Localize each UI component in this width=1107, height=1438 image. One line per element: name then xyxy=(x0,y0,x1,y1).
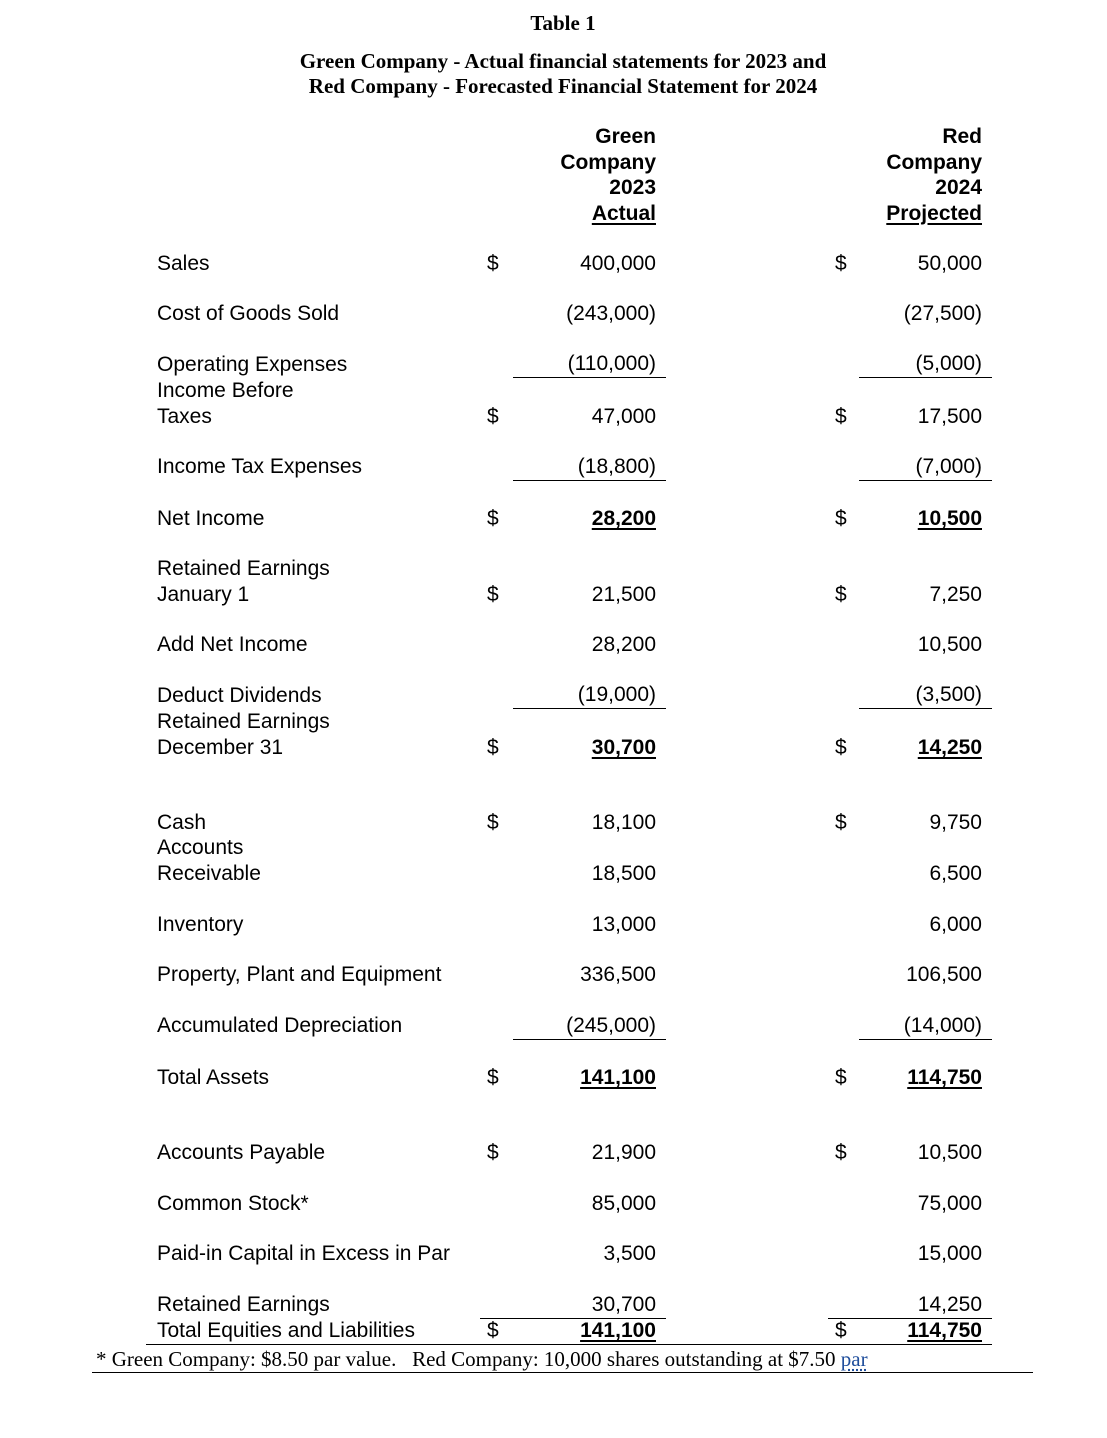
dollar-sign: $ xyxy=(835,405,847,428)
common-stock-green-value: 85,000 xyxy=(591,1192,656,1215)
total-assets-green-value: 141,100 xyxy=(580,1066,656,1089)
subtotal-rule xyxy=(859,377,992,378)
row-label-operating-expenses: Operating Expenses xyxy=(157,353,348,376)
ap-green-value: 21,900 xyxy=(591,1141,656,1164)
footnote-par-link: par xyxy=(840,1347,868,1371)
net-income-red-value: 10,500 xyxy=(917,507,982,530)
row-label-apic: Paid-in Capital in Excess in Par xyxy=(157,1242,450,1265)
row-label-ar-1: Accounts xyxy=(157,836,244,859)
row-label-net-income: Net Income xyxy=(157,507,265,530)
subtotal-rule xyxy=(513,480,666,481)
row-label-total-equities-liabilities: Total Equities and Liabilities xyxy=(157,1319,415,1342)
ibt-red-value: 17,500 xyxy=(917,405,982,428)
dollar-sign: $ xyxy=(487,1319,499,1342)
dollar-sign: $ xyxy=(487,1141,499,1164)
common-stock-red-value: 75,000 xyxy=(917,1192,982,1215)
column-header-red-line-2: Company xyxy=(886,150,982,174)
re-green-value: 30,700 xyxy=(591,1293,656,1316)
table-bottom-rule xyxy=(146,1344,992,1345)
dollar-sign: $ xyxy=(487,1066,499,1089)
ppe-red-value: 106,500 xyxy=(906,963,982,986)
accum-dep-red-value: (14,000) xyxy=(903,1014,982,1037)
dollar-sign: $ xyxy=(487,736,499,759)
dollar-sign: $ xyxy=(487,583,499,606)
cash-green-value: 18,100 xyxy=(591,811,656,834)
column-header-green-line-1: Green xyxy=(595,125,656,148)
dollar-sign: $ xyxy=(835,1066,847,1089)
row-label-deduct-dividends: Deduct Dividends xyxy=(157,684,322,707)
re-jan-green-value: 21,500 xyxy=(591,583,656,606)
tax-green-value: (18,800) xyxy=(577,455,656,478)
ar-green-value: 18,500 xyxy=(591,862,656,885)
row-label-add-net-income: Add Net Income xyxy=(157,633,308,656)
dollar-sign: $ xyxy=(835,252,847,275)
total-el-red-value: 114,750 xyxy=(907,1319,982,1342)
column-header-green-line-2: Company xyxy=(560,150,656,174)
footnote-text: * Green Company: $8.50 par value. Red Company: 10,000 shares outstanding at $7.50 xyxy=(96,1347,841,1371)
net-income-green-value: 28,200 xyxy=(591,507,656,530)
subtotal-rule xyxy=(859,708,992,709)
column-header-red-line-3: 2024 xyxy=(935,176,982,199)
cogs-red-value: (27,500) xyxy=(903,302,982,325)
dividends-red-value: (3,500) xyxy=(915,683,982,706)
subtotal-rule xyxy=(859,1039,992,1040)
add-ni-red-value: 10,500 xyxy=(917,633,982,656)
row-label-sales: Sales xyxy=(157,252,210,275)
apic-green-value: 3,500 xyxy=(603,1242,656,1265)
subtotal-rule xyxy=(513,1039,666,1040)
row-label-income-before-taxes-1: Income Before xyxy=(157,379,294,402)
column-header-red-line-4: Projected xyxy=(886,201,982,225)
add-ni-green-value: 28,200 xyxy=(591,633,656,656)
column-header-green xyxy=(560,124,656,226)
total-assets-red-value: 114,750 xyxy=(907,1066,982,1089)
dollar-sign: $ xyxy=(487,811,499,834)
row-label-income-tax: Income Tax Expenses xyxy=(157,455,363,478)
column-header-red-line-1: Red xyxy=(942,125,982,148)
row-label-re-jan-2: January 1 xyxy=(157,583,250,606)
row-label-accounts-payable: Accounts Payable xyxy=(157,1141,326,1164)
subtotal-rule xyxy=(513,377,666,378)
dividends-green-value: (19,000) xyxy=(577,683,656,706)
column-header-red xyxy=(886,124,982,226)
re-dec-red-value: 14,250 xyxy=(917,736,982,759)
inventory-red-value: 6,000 xyxy=(929,913,982,936)
opex-red-value: (5,000) xyxy=(915,352,982,375)
dollar-sign: $ xyxy=(835,811,847,834)
sales-green-value: 400,000 xyxy=(580,252,656,275)
row-label-cogs: Cost of Goods Sold xyxy=(157,302,340,325)
table-title-line-1: Green Company - Actual financial statements for 2023 and xyxy=(299,49,827,73)
subtotal-rule xyxy=(859,480,992,481)
subtotal-rule xyxy=(513,708,666,709)
dollar-sign: $ xyxy=(835,1141,847,1164)
row-label-common-stock: Common Stock* xyxy=(157,1192,309,1215)
row-label-ar-2: Receivable xyxy=(157,862,261,885)
total-el-green-value: 141,100 xyxy=(580,1319,656,1342)
dollar-sign: $ xyxy=(835,583,847,606)
cogs-green-value: (243,000) xyxy=(566,302,656,325)
ppe-green-value: 336,500 xyxy=(580,963,656,986)
ar-red-value: 6,500 xyxy=(929,862,982,885)
row-label-ppe: Property, Plant and Equipment xyxy=(157,963,442,986)
dollar-sign: $ xyxy=(487,405,499,428)
table-title-line-2: Red Company - Forecasted Financial Statement for 2024 xyxy=(308,74,818,98)
row-label-accum-dep: Accumulated Depreciation xyxy=(157,1014,403,1037)
ap-red-value: 10,500 xyxy=(917,1141,982,1164)
column-header-green-line-4: Actual xyxy=(591,201,656,225)
column-header-green-line-3: 2023 xyxy=(609,176,656,199)
sales-red-value: 50,000 xyxy=(917,252,982,275)
re-red-value: 14,250 xyxy=(917,1293,982,1316)
row-label-cash: Cash xyxy=(157,811,207,834)
dollar-sign: $ xyxy=(487,507,499,530)
accum-dep-green-value: (245,000) xyxy=(566,1014,656,1037)
dollar-sign: $ xyxy=(835,1319,847,1342)
row-label-inventory: Inventory xyxy=(157,913,244,936)
dollar-sign: $ xyxy=(835,736,847,759)
tax-red-value: (7,000) xyxy=(915,455,982,478)
footnote-rule xyxy=(92,1372,1033,1373)
row-label-re-dec-1: Retained Earnings xyxy=(157,710,330,733)
footnote xyxy=(96,1347,868,1372)
inventory-green-value: 13,000 xyxy=(591,913,656,936)
re-jan-red-value: 7,250 xyxy=(929,583,982,606)
ibt-green-value: 47,000 xyxy=(591,405,656,428)
row-label-re-jan-1: Retained Earnings xyxy=(157,557,330,580)
row-label-re-dec-2: December 31 xyxy=(157,736,284,759)
opex-green-value: (110,000) xyxy=(567,352,656,375)
row-label-retained-earnings: Retained Earnings xyxy=(157,1293,330,1316)
dollar-sign: $ xyxy=(835,507,847,530)
row-label-total-assets: Total Assets xyxy=(157,1066,270,1089)
row-label-income-before-taxes-2: Taxes xyxy=(157,405,212,428)
cash-red-value: 9,750 xyxy=(929,811,982,834)
table-label: Table 1 xyxy=(530,11,596,35)
dollar-sign: $ xyxy=(487,252,499,275)
re-dec-green-value: 30,700 xyxy=(591,736,656,759)
apic-red-value: 15,000 xyxy=(917,1242,982,1265)
